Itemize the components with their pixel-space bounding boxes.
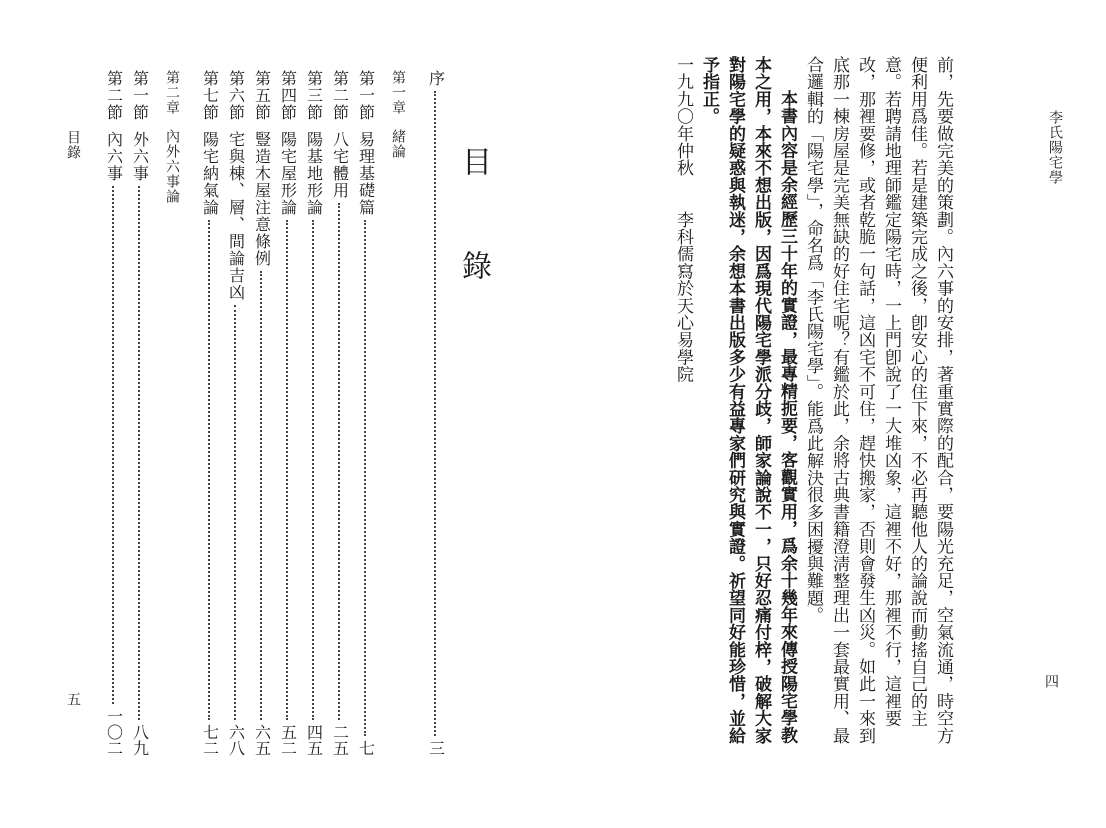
- toc-entry: [424, 70, 448, 756]
- right-page: [553, 0, 1106, 828]
- toc-label: 第四節: [278, 70, 298, 121]
- toc-title-text: 八宅體用: [330, 131, 350, 199]
- signature-line: [670, 56, 696, 756]
- toc-label: 第二章: [164, 70, 180, 115]
- page-number: 四: [1043, 674, 1059, 688]
- toc-label: 第一章: [390, 70, 406, 115]
- leader-dots: [286, 220, 290, 720]
- toc-title-text: 內六事: [104, 131, 124, 182]
- toc-title-text: 陽宅納氣論: [200, 131, 220, 216]
- toc-entry: [102, 70, 126, 756]
- leader-dots: [338, 203, 342, 720]
- leader-dots: [138, 186, 142, 720]
- toc-title-text: 宅與棟、層、間論吉凶: [226, 131, 246, 301]
- leader-dots: [312, 220, 316, 720]
- signature-author: 李科儒寫於天心易學院: [673, 210, 693, 383]
- leader-dots: [260, 271, 264, 720]
- signature-date: 一九九〇年仲秋: [673, 56, 693, 177]
- page-number: 五: [65, 692, 81, 706]
- toc-entry: [198, 70, 222, 756]
- toc-label: 第一節: [130, 70, 150, 121]
- leader-dots: [208, 220, 212, 720]
- running-footer-title: 目錄: [65, 130, 81, 160]
- toc-title-text: 易理基礎篇: [356, 131, 376, 216]
- leader-dots: [234, 305, 238, 720]
- toc-page: 八九: [130, 724, 150, 756]
- toc-title-text: 豎造木屋注意條例: [252, 131, 272, 267]
- toc-title: 目 錄: [456, 146, 491, 302]
- toc-label: 第二節: [104, 70, 124, 121]
- toc-entry: [328, 70, 352, 756]
- toc-label: 第三節: [304, 70, 324, 121]
- leader-dots: [112, 186, 116, 704]
- toc-entry: [276, 70, 300, 756]
- toc-title-text: 陽基地形論: [304, 131, 324, 216]
- toc-label: 第二節: [330, 70, 350, 121]
- running-header: 李氏陽宅學: [1047, 110, 1063, 185]
- toc-label: 第六節: [226, 70, 246, 121]
- preface-paragraph-1: 前，先要做完美的策劃。內六事的安排，著重實際的配合，要陽光充足，空氣流通，時空方便利用爲佳。若是建築完成之後，卽安心的住下來，不必再聽他人的論說而動搖自己的主意。若聘請地理師鑑定陽宅時，一上門卽說了一大堆凶象，這裡不好，那裡不行，這裡要改，那裡要修，或者乾脆一句話，這凶宅不可住，趕快搬家，否則會發生凶災。如此一來到底那一棟房屋是完美無缺的好住宅呢？有鑑於此，余將古典書籍澄淸整理出一套最實用、最合邏輯的「陽宅學」，命名爲「李氏陽宅學」。能爲此解決很多困擾與難題。: [803, 56, 953, 744]
- toc-entry: [224, 70, 248, 756]
- toc-title-text: 陽宅屋形論: [278, 131, 298, 216]
- toc-label: 序: [426, 70, 446, 87]
- toc-label: 第一節: [356, 70, 376, 121]
- toc-entry: [354, 70, 378, 756]
- toc-label: 第五節: [252, 70, 272, 121]
- toc-entry: [250, 70, 274, 756]
- toc-page: 五二: [278, 724, 298, 756]
- toc-entry: [128, 70, 152, 756]
- toc-page: 七: [356, 740, 376, 756]
- preface-paragraph-2: 本書內容是余經歷三十年的實證，最專精扼要，客觀實用，爲余十幾年來傳授陽宅學教本之用，本來不想出版，因爲現代陽宅學派分歧，師家論說不一，只好忍痛付梓，破解大家對陽宅學的疑惑與執迷，余想本書出版多少有益專家們研究與實證。祈望同好能珍惜，並給予指正。: [699, 56, 797, 744]
- toc-page: 六五: [252, 724, 272, 756]
- toc-page: 三: [426, 740, 446, 756]
- toc-page: 一〇二: [104, 708, 124, 756]
- toc-page: 二五: [330, 724, 350, 756]
- toc-chapter: [386, 70, 410, 756]
- toc-label: 第七節: [200, 70, 220, 121]
- toc-chapter: [160, 70, 184, 756]
- leader-dots: [434, 91, 438, 736]
- toc-page: 六八: [226, 724, 246, 756]
- preface-body: [670, 56, 956, 756]
- toc-entry: [302, 70, 326, 756]
- toc-page: 四五: [304, 724, 324, 756]
- toc-page: 七二: [200, 724, 220, 756]
- toc-title-text: 外六事: [130, 131, 150, 182]
- leader-dots: [364, 220, 368, 736]
- toc-title-text: 內外六事論: [164, 129, 180, 204]
- toc-title-text: 緒論: [390, 129, 406, 159]
